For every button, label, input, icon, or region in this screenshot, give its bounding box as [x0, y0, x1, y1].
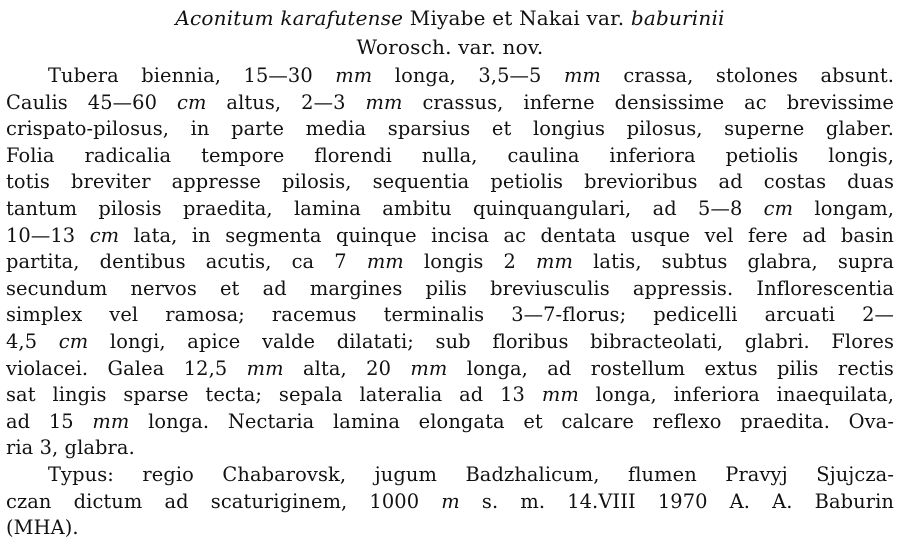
description-line: [6, 169, 894, 196]
taxon-heading: [6, 4, 894, 62]
variety-author-line: Worosch. var. nov.: [356, 35, 544, 59]
text-run: ria 3, glabra.: [6, 436, 135, 460]
description-line: [6, 116, 894, 143]
text-run: 10—13: [6, 223, 90, 247]
description-line: [6, 382, 894, 409]
typus-paragraph: [6, 462, 894, 542]
text-run: Typus: regio Chabarovsk, jugum Badzhalicum, flumen Pravyj Sjujcza-: [48, 462, 894, 486]
typus-line: [6, 489, 894, 516]
text-run: crispato-pilosus, in parte media sparsius et longius pilosus, superne glaber.: [6, 117, 894, 141]
text-run: totis breviter appresse pilosis, sequentia petiolis brevioribus ad costas duas: [6, 170, 894, 194]
latin-description: [6, 63, 894, 462]
typus-line: [6, 462, 894, 489]
description-line: [6, 249, 894, 276]
text-run: longi, apice valde dilatati; sub floribus bibracteolati, glabri. Flores: [88, 329, 894, 353]
text-run: violacei. Galea 12,5: [6, 356, 247, 380]
text-run: Folia radicalia tempore florendi nulla, caulina inferiora petiolis longis,: [6, 143, 894, 167]
text-run: crassus, inferne densissime ac brevissime: [402, 90, 894, 114]
unit-abbreviation: cm: [177, 90, 207, 114]
text-run: ad 15: [6, 409, 93, 433]
unit-abbreviation: mm: [536, 250, 574, 274]
text-run: altus, 2—3: [206, 90, 366, 114]
text-run: longa. Nectaria lamina elongata et calcare reflexo praedita. Ova-: [129, 409, 894, 433]
variety-epithet: baburinii: [630, 6, 725, 30]
text-run: partita, dentibus acutis, ca 7: [6, 250, 367, 274]
text-run: latis, subtus glabra, supra: [573, 250, 895, 274]
unit-abbreviation: mm: [246, 356, 284, 380]
description-line: [6, 435, 894, 462]
genus-species-name: Aconitum karafutense: [175, 6, 404, 30]
description-line: [6, 196, 894, 223]
unit-abbreviation: cm: [89, 223, 120, 247]
text-run: longa, inferiora inaequilata,: [578, 383, 894, 407]
taxon-name-line: [6, 4, 894, 33]
unit-abbreviation: mm: [563, 64, 601, 87]
description-line: [6, 409, 894, 436]
text-run: s. m. 14.VIII 1970 A. A. Baburin: [459, 489, 894, 513]
text-run: (MHA).: [6, 516, 79, 540]
species-authors: Miyabe et Nakai var.: [403, 6, 631, 30]
text-run: czan dictum ad scaturiginem, 1000: [6, 489, 442, 513]
unit-abbreviation: mm: [366, 250, 404, 274]
text-run: tantum pilosis praedita, lamina ambitu quinquangulari, ad 5—8: [6, 196, 764, 220]
text-run: lata, in segmenta quinque incisa ac dentata usque vel fere ad basin: [119, 223, 894, 247]
description-line: [6, 90, 894, 117]
unit-abbreviation: m: [441, 489, 460, 513]
text-run: longa, ad rostellum extus pilis rectis: [447, 356, 894, 380]
description-line: [6, 143, 894, 170]
description-line: [6, 276, 894, 303]
text-run: 4,5: [6, 329, 59, 353]
unit-abbreviation: mm: [365, 90, 403, 114]
unit-abbreviation: mm: [410, 356, 448, 380]
description-line: [6, 329, 894, 356]
unit-abbreviation: mm: [335, 64, 373, 87]
text-run: crassa, stolones absunt.: [600, 64, 895, 87]
text-run: longis 2: [403, 250, 537, 274]
unit-abbreviation: cm: [58, 329, 89, 353]
text-run: Tubera biennia, 15—30: [48, 64, 336, 87]
description-line: [6, 302, 894, 329]
unit-abbreviation: mm: [541, 383, 579, 407]
text-run: secundum nervos et ad margines pilis breviusculis appressis. Inflorescentia: [6, 276, 894, 300]
text-run: longa, 3,5—5: [372, 64, 564, 87]
text-run: alta, 20: [283, 356, 411, 380]
text-run: Caulis 45—60: [6, 90, 178, 114]
text-run: longam,: [793, 196, 894, 220]
unit-abbreviation: mm: [92, 409, 130, 433]
document-page: [6, 4, 894, 542]
text-run: sat lingis sparse tecta; sepala lateralia ad 13: [6, 383, 542, 407]
description-line: [6, 223, 894, 250]
unit-abbreviation: cm: [763, 196, 794, 220]
text-run: simplex vel ramosa; racemus terminalis 3—7-florus; pedicelli arcuati 2—: [6, 303, 894, 327]
description-line: [6, 356, 894, 383]
description-line: [6, 63, 894, 90]
